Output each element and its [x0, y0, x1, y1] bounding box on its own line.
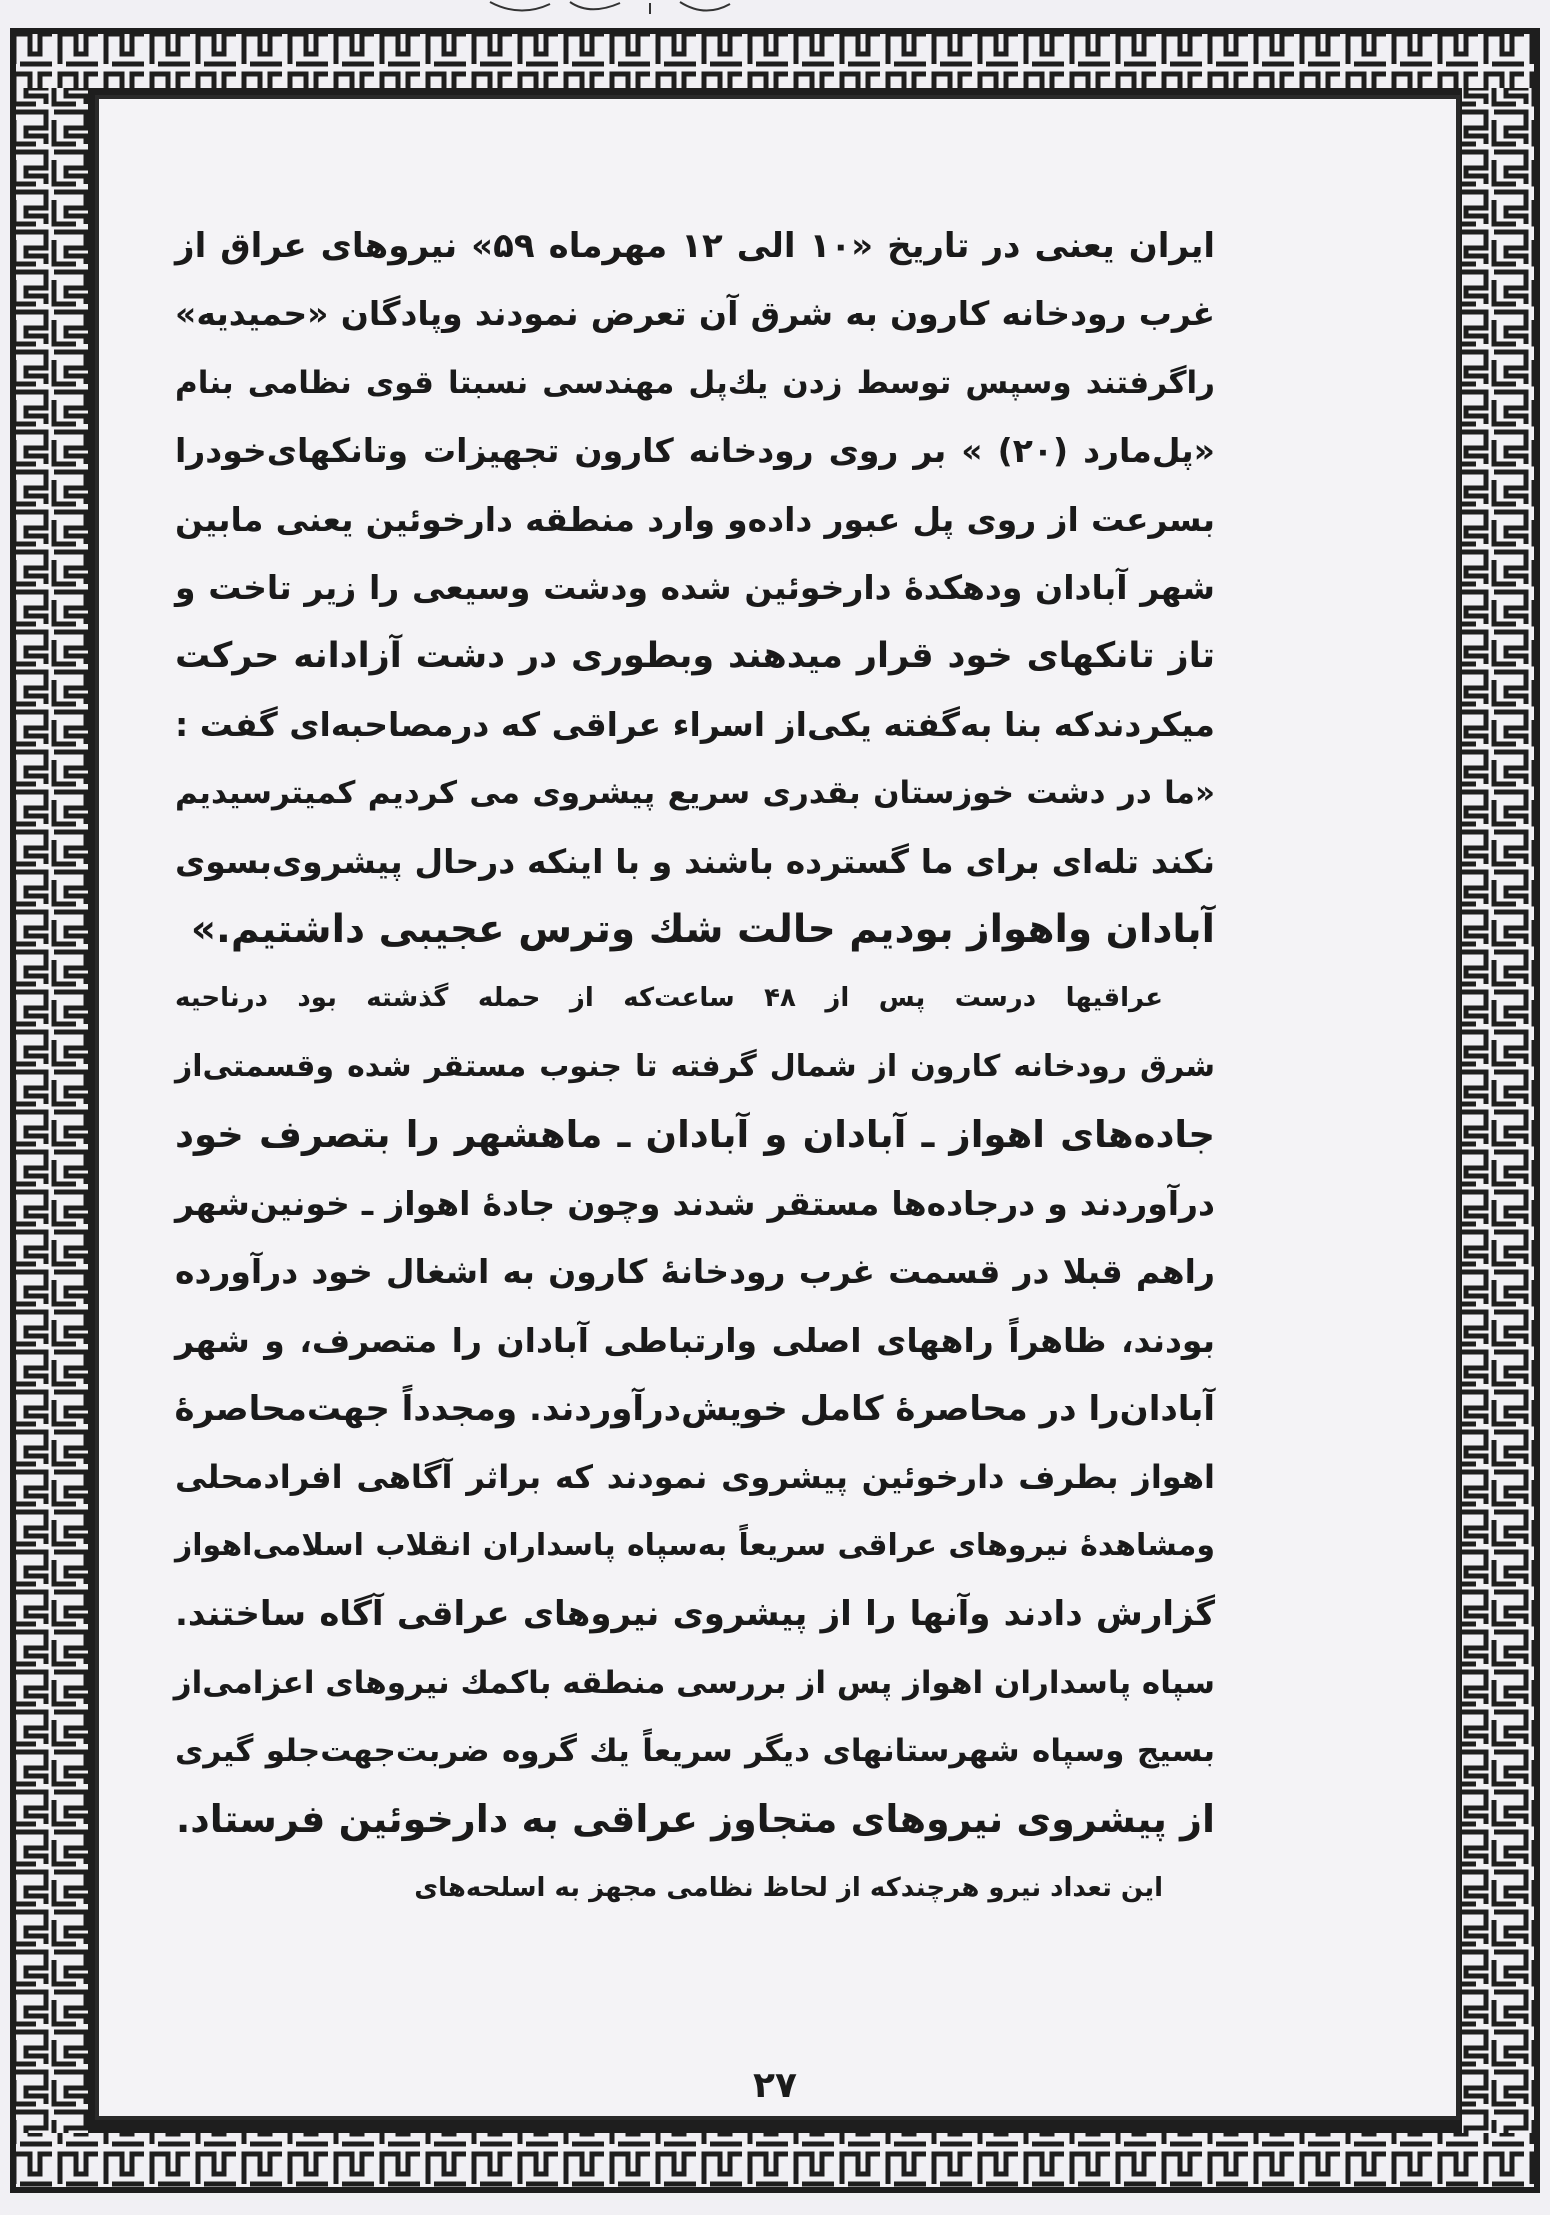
text-line: بسرعت از روی پل عبور داده‌و وارد منطقه دارخوئین یعنی مابین	[175, 499, 1215, 539]
text-line: «پل‌مارد (۲۰) » بر روی رودخانه کارون تجهیزات وتانکهای‌خودرا	[175, 431, 1215, 471]
text-line: «ما در دشت خوزستان بقدری سریع پیشروی می کردیم کمیترسیدیم	[175, 775, 1215, 812]
paragraph-1	[175, 212, 1215, 964]
text-line: عراقیها درست پس از ۴۸ ساعت‌که از حمله گذشته بود درناحیه	[175, 983, 1163, 1014]
text-line: درآوردند و درجاده‌ها مستقر شدند وچون جادۀ اهواز ـ خونین‌شهر	[175, 1183, 1215, 1223]
paragraph-2	[175, 964, 1215, 1853]
text-line: بودند، ظاهراً راههای اصلی وارتباطی آبادان را متصرف، و شهر	[175, 1320, 1215, 1360]
body-text	[175, 212, 1215, 1922]
text-line: غرب رودخانه کارون به شرق آن تعرض نمودند وپادگان «حمیدیه»	[175, 294, 1215, 334]
page-number: ۲۷	[753, 2065, 797, 2106]
text-line: ومشاهدۀ نیروهای عراقی سریعاً به‌سپاه پاسداران انقلاب اسلامی‌اهواز	[175, 1527, 1215, 1563]
text-line: راهم قبلا در قسمت غرب رودخانۀ کارون به اشغال خود درآورده	[175, 1252, 1215, 1292]
text-line: نکند تله‌ای برای ما گسترده باشند و با اینکه درحال پیشروی‌بسوی	[175, 841, 1215, 881]
text-line: میکردندکه بنا به‌گفته یکی‌از اسراء عراقی که درمصاحبه‌ای گفت :	[175, 704, 1215, 744]
text-line: اهواز بطرف دارخوئین پیشروی نمودند که براثر آگاهی افرادمحلی	[175, 1458, 1215, 1497]
text-line: گزارش دادند وآنها را از پیشروی نیروهای عراقی آگاه ساختند.	[175, 1594, 1215, 1635]
paragraph-3	[175, 1854, 1215, 1922]
text-line: بسیج وسپاه شهرستانهای دیگر سریعاً یك گروه ضربت‌جهت‌جلو گیری	[175, 1732, 1215, 1769]
text-line: سپاه پاسداران اهواز پس از بررسی منطقه باکمك نیروهای اعزامی‌از	[173, 1664, 1215, 1701]
text-line: شرق رودخانه کارون از شمال گرفته تا جنوب مستقر شده وقسمتی‌از	[175, 1048, 1215, 1084]
text-line: تاز تانکهای خود قرار میدهند وبطوری در دشت آزادانه حرکت	[175, 636, 1215, 677]
text-line: شهر آبادان ودهکدۀ دارخوئین شده ودشت وسیعی را زیر تاخت و	[175, 568, 1215, 608]
text-line: جاده‌های اهواز ـ آبادان و آبادان ـ ماهشهر را بتصرف خود	[175, 1113, 1215, 1157]
text-line: این تعداد نیرو هرچندکه از لحاظ نظامی مجهز به اسلحه‌های	[414, 1872, 1163, 1903]
text-line: ایران یعنی در تاریخ «۱۰ الی ۱۲ مهرماه ۵۹» نیروهای عراق از	[175, 226, 1216, 266]
text-line: آبادان واهواز بودیم حالت شك وترس عجیبی داشتیم.»	[190, 907, 1215, 953]
text-line: از پیشروی نیروهای متجاوز عراقی به دارخوئین فرستاد.	[175, 1797, 1215, 1842]
text-line: آبادان‌را در محاصرۀ کامل خویش‌درآوردند. ومجدداً جهت‌محاصرۀ	[174, 1388, 1215, 1429]
top-handwritten-mark	[480, 0, 740, 20]
text-line: راگرفتند وسپس توسط زدن یك‌پل مهندسی نسبتا قوی نظامی بنام	[175, 364, 1215, 401]
